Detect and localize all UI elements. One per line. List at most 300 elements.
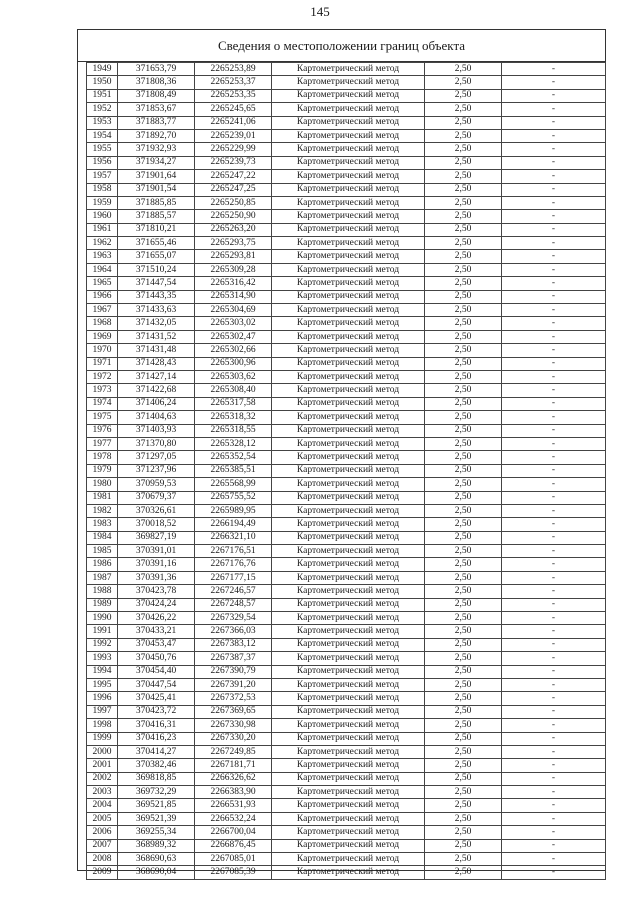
x-coordinate-cell: 371443,35 — [118, 290, 195, 303]
point-number-cell: 2006 — [87, 826, 118, 839]
accuracy-cell: 2,50 — [425, 116, 502, 129]
x-coordinate-cell: 371428,43 — [118, 357, 195, 370]
note-cell: - — [502, 250, 606, 263]
accuracy-cell: 2,50 — [425, 745, 502, 758]
table-row — [87, 89, 606, 102]
y-coordinate-cell: 2265293,81 — [195, 250, 272, 263]
accuracy-cell: 2,50 — [425, 853, 502, 866]
y-coordinate-cell: 2267246,57 — [195, 585, 272, 598]
accuracy-cell: 2,50 — [425, 237, 502, 250]
note-cell: - — [502, 745, 606, 758]
y-coordinate-cell: 2265304,69 — [195, 304, 272, 317]
note-cell: - — [502, 652, 606, 665]
method-cell: Картометрический метод — [272, 437, 425, 450]
y-coordinate-cell: 2265247,22 — [195, 170, 272, 183]
point-number-cell: 1965 — [87, 277, 118, 290]
method-cell: Картометрический метод — [272, 170, 425, 183]
table-row — [87, 437, 606, 450]
point-number-cell: 1978 — [87, 451, 118, 464]
note-cell: - — [502, 759, 606, 772]
accuracy-cell: 2,50 — [425, 263, 502, 276]
note-cell: - — [502, 116, 606, 129]
note-cell: - — [502, 612, 606, 625]
x-coordinate-cell: 370679,37 — [118, 491, 195, 504]
method-cell: Картометрический метод — [272, 237, 425, 250]
x-coordinate-cell: 369521,85 — [118, 799, 195, 812]
table-row — [87, 826, 606, 839]
point-number-cell: 2002 — [87, 772, 118, 785]
point-number-cell: 1955 — [87, 143, 118, 156]
point-number-cell: 1966 — [87, 290, 118, 303]
table-row — [87, 504, 606, 517]
method-cell: Картометрический метод — [272, 304, 425, 317]
y-coordinate-cell: 2265316,42 — [195, 277, 272, 290]
point-number-cell: 1980 — [87, 478, 118, 491]
y-coordinate-cell: 2267176,51 — [195, 545, 272, 558]
accuracy-cell: 2,50 — [425, 250, 502, 263]
note-cell: - — [502, 384, 606, 397]
x-coordinate-cell: 371932,93 — [118, 143, 195, 156]
accuracy-cell: 2,50 — [425, 866, 502, 879]
point-number-cell: 1986 — [87, 558, 118, 571]
point-number-cell: 1981 — [87, 491, 118, 504]
table-row — [87, 397, 606, 410]
accuracy-cell: 2,50 — [425, 799, 502, 812]
y-coordinate-cell: 2267383,12 — [195, 638, 272, 651]
y-coordinate-cell: 2267085,39 — [195, 866, 272, 879]
point-number-cell: 1959 — [87, 196, 118, 209]
coordinates-table-body — [87, 63, 606, 880]
table-row — [87, 63, 606, 76]
accuracy-cell: 2,50 — [425, 598, 502, 611]
x-coordinate-cell: 369521,39 — [118, 812, 195, 825]
note-cell: - — [502, 598, 606, 611]
method-cell: Картометрический метод — [272, 705, 425, 718]
table-row — [87, 344, 606, 357]
note-cell: - — [502, 129, 606, 142]
table-row — [87, 411, 606, 424]
x-coordinate-cell: 371853,67 — [118, 103, 195, 116]
accuracy-cell: 2,50 — [425, 545, 502, 558]
note-cell: - — [502, 585, 606, 598]
table-row — [87, 491, 606, 504]
point-number-cell: 1991 — [87, 625, 118, 638]
y-coordinate-cell: 2265253,37 — [195, 76, 272, 89]
table-row — [87, 745, 606, 758]
x-coordinate-cell: 371892,70 — [118, 129, 195, 142]
x-coordinate-cell: 370326,61 — [118, 504, 195, 517]
accuracy-cell: 2,50 — [425, 451, 502, 464]
point-number-cell: 1953 — [87, 116, 118, 129]
accuracy-cell: 2,50 — [425, 344, 502, 357]
accuracy-cell: 2,50 — [425, 772, 502, 785]
method-cell: Картометрический метод — [272, 866, 425, 879]
accuracy-cell: 2,50 — [425, 437, 502, 450]
note-cell: - — [502, 866, 606, 879]
y-coordinate-cell: 2265314,90 — [195, 290, 272, 303]
y-coordinate-cell: 2265247,25 — [195, 183, 272, 196]
method-cell: Картометрический метод — [272, 451, 425, 464]
method-cell: Картометрический метод — [272, 585, 425, 598]
method-cell: Картометрический метод — [272, 250, 425, 263]
point-number-cell: 2008 — [87, 853, 118, 866]
table-row — [87, 732, 606, 745]
note-cell: - — [502, 397, 606, 410]
method-cell: Картометрический метод — [272, 103, 425, 116]
accuracy-cell: 2,50 — [425, 732, 502, 745]
method-cell: Картометрический метод — [272, 853, 425, 866]
y-coordinate-cell: 2267181,71 — [195, 759, 272, 772]
x-coordinate-cell: 370391,16 — [118, 558, 195, 571]
y-coordinate-cell: 2265229,99 — [195, 143, 272, 156]
y-coordinate-cell: 2265303,02 — [195, 317, 272, 330]
table-row — [87, 290, 606, 303]
x-coordinate-cell: 371510,24 — [118, 263, 195, 276]
table-row — [87, 799, 606, 812]
table-row — [87, 571, 606, 584]
note-cell: - — [502, 357, 606, 370]
accuracy-cell: 2,50 — [425, 143, 502, 156]
accuracy-cell: 2,50 — [425, 183, 502, 196]
x-coordinate-cell: 371237,96 — [118, 464, 195, 477]
y-coordinate-cell: 2265253,35 — [195, 89, 272, 102]
x-coordinate-cell: 371403,93 — [118, 424, 195, 437]
accuracy-cell: 2,50 — [425, 411, 502, 424]
point-number-cell: 1977 — [87, 437, 118, 450]
note-cell: - — [502, 545, 606, 558]
y-coordinate-cell: 2266194,49 — [195, 518, 272, 531]
x-coordinate-cell: 371431,48 — [118, 344, 195, 357]
accuracy-cell: 2,50 — [425, 223, 502, 236]
accuracy-cell: 2,50 — [425, 759, 502, 772]
table-row — [87, 518, 606, 531]
y-coordinate-cell: 2267372,53 — [195, 692, 272, 705]
accuracy-cell: 2,50 — [425, 665, 502, 678]
method-cell: Картометрический метод — [272, 290, 425, 303]
accuracy-cell: 2,50 — [425, 518, 502, 531]
note-cell: - — [502, 504, 606, 517]
x-coordinate-cell: 371432,05 — [118, 317, 195, 330]
note-cell: - — [502, 799, 606, 812]
table-row — [87, 237, 606, 250]
method-cell: Картометрический метод — [272, 745, 425, 758]
table-row — [87, 853, 606, 866]
point-number-cell: 1957 — [87, 170, 118, 183]
note-cell: - — [502, 786, 606, 799]
point-number-cell: 1974 — [87, 397, 118, 410]
y-coordinate-cell: 2265302,47 — [195, 330, 272, 343]
point-number-cell: 1998 — [87, 719, 118, 732]
y-coordinate-cell: 2267366,03 — [195, 625, 272, 638]
method-cell: Картометрический метод — [272, 384, 425, 397]
y-coordinate-cell: 2267330,98 — [195, 719, 272, 732]
table-row — [87, 143, 606, 156]
x-coordinate-cell: 371427,14 — [118, 370, 195, 383]
note-cell: - — [502, 196, 606, 209]
x-coordinate-cell: 371653,79 — [118, 63, 195, 76]
note-cell: - — [502, 571, 606, 584]
y-coordinate-cell: 2265241,06 — [195, 116, 272, 129]
note-cell: - — [502, 437, 606, 450]
point-number-cell: 1976 — [87, 424, 118, 437]
table-row — [87, 839, 606, 852]
note-cell: - — [502, 839, 606, 852]
document-frame — [77, 29, 606, 878]
x-coordinate-cell: 368989,32 — [118, 839, 195, 852]
method-cell: Картометрический метод — [272, 545, 425, 558]
note-cell: - — [502, 625, 606, 638]
point-number-cell: 1960 — [87, 210, 118, 223]
table-row — [87, 866, 606, 879]
y-coordinate-cell: 2267390,79 — [195, 665, 272, 678]
y-coordinate-cell: 2267176,76 — [195, 558, 272, 571]
y-coordinate-cell: 2265263,20 — [195, 223, 272, 236]
point-number-cell: 1995 — [87, 678, 118, 691]
point-number-cell: 1971 — [87, 357, 118, 370]
note-cell: - — [502, 290, 606, 303]
y-coordinate-cell: 2266700,04 — [195, 826, 272, 839]
table-row — [87, 357, 606, 370]
accuracy-cell: 2,50 — [425, 625, 502, 638]
point-number-cell: 1950 — [87, 76, 118, 89]
y-coordinate-cell: 2265293,75 — [195, 237, 272, 250]
method-cell: Картометрический метод — [272, 638, 425, 651]
accuracy-cell: 2,50 — [425, 786, 502, 799]
method-cell: Картометрический метод — [272, 772, 425, 785]
y-coordinate-cell: 2265300,96 — [195, 357, 272, 370]
note-cell: - — [502, 451, 606, 464]
method-cell: Картометрический метод — [272, 719, 425, 732]
table-row — [87, 558, 606, 571]
page-number: 145 — [310, 4, 330, 19]
method-cell: Картометрический метод — [272, 397, 425, 410]
y-coordinate-cell: 2265250,85 — [195, 196, 272, 209]
accuracy-cell: 2,50 — [425, 839, 502, 852]
point-number-cell: 2003 — [87, 786, 118, 799]
x-coordinate-cell: 370453,47 — [118, 638, 195, 651]
point-number-cell: 1993 — [87, 652, 118, 665]
x-coordinate-cell: 370391,36 — [118, 571, 195, 584]
x-coordinate-cell: 370018,52 — [118, 518, 195, 531]
accuracy-cell: 2,50 — [425, 571, 502, 584]
x-coordinate-cell: 369818,85 — [118, 772, 195, 785]
method-cell: Картометрический метод — [272, 665, 425, 678]
point-number-cell: 2000 — [87, 745, 118, 758]
point-number-cell: 1979 — [87, 464, 118, 477]
note-cell: - — [502, 812, 606, 825]
method-cell: Картометрический метод — [272, 210, 425, 223]
note-cell: - — [502, 183, 606, 196]
y-coordinate-cell: 2266383,90 — [195, 786, 272, 799]
point-number-cell: 1968 — [87, 317, 118, 330]
accuracy-cell: 2,50 — [425, 719, 502, 732]
table-row — [87, 424, 606, 437]
accuracy-cell: 2,50 — [425, 317, 502, 330]
method-cell: Картометрический метод — [272, 330, 425, 343]
accuracy-cell: 2,50 — [425, 504, 502, 517]
table-row — [87, 76, 606, 89]
note-cell: - — [502, 478, 606, 491]
method-cell: Картометрический метод — [272, 478, 425, 491]
point-number-cell: 1982 — [87, 504, 118, 517]
table-row — [87, 585, 606, 598]
x-coordinate-cell: 370423,78 — [118, 585, 195, 598]
table-row — [87, 330, 606, 343]
x-coordinate-cell: 371885,85 — [118, 196, 195, 209]
x-coordinate-cell: 371447,54 — [118, 277, 195, 290]
table-row — [87, 598, 606, 611]
x-coordinate-cell: 370959,53 — [118, 478, 195, 491]
note-cell: - — [502, 705, 606, 718]
point-number-cell: 1963 — [87, 250, 118, 263]
accuracy-cell: 2,50 — [425, 826, 502, 839]
accuracy-cell: 2,50 — [425, 424, 502, 437]
point-number-cell: 1996 — [87, 692, 118, 705]
x-coordinate-cell: 368690,04 — [118, 866, 195, 879]
point-number-cell: 1988 — [87, 585, 118, 598]
note-cell: - — [502, 772, 606, 785]
x-coordinate-cell: 370382,46 — [118, 759, 195, 772]
method-cell: Картометрический метод — [272, 531, 425, 544]
x-coordinate-cell: 371901,64 — [118, 170, 195, 183]
point-number-cell: 2009 — [87, 866, 118, 879]
table-row — [87, 129, 606, 142]
x-coordinate-cell: 370423,72 — [118, 705, 195, 718]
y-coordinate-cell: 2265755,52 — [195, 491, 272, 504]
table-row — [87, 196, 606, 209]
method-cell: Картометрический метод — [272, 370, 425, 383]
x-coordinate-cell: 370414,27 — [118, 745, 195, 758]
method-cell: Картометрический метод — [272, 183, 425, 196]
y-coordinate-cell: 2265328,12 — [195, 437, 272, 450]
y-coordinate-cell: 2267248,57 — [195, 598, 272, 611]
accuracy-cell: 2,50 — [425, 156, 502, 169]
note-cell: - — [502, 531, 606, 544]
x-coordinate-cell: 371370,80 — [118, 437, 195, 450]
x-coordinate-cell: 370425,41 — [118, 692, 195, 705]
accuracy-cell: 2,50 — [425, 705, 502, 718]
y-coordinate-cell: 2265308,40 — [195, 384, 272, 397]
accuracy-cell: 2,50 — [425, 491, 502, 504]
point-number-cell: 1949 — [87, 63, 118, 76]
table-row — [87, 786, 606, 799]
table-row — [87, 116, 606, 129]
y-coordinate-cell: 2267369,65 — [195, 705, 272, 718]
x-coordinate-cell: 371901,54 — [118, 183, 195, 196]
table-row — [87, 625, 606, 638]
accuracy-cell: 2,50 — [425, 384, 502, 397]
table-row — [87, 531, 606, 544]
accuracy-cell: 2,50 — [425, 76, 502, 89]
point-number-cell: 1994 — [87, 665, 118, 678]
coordinates-table — [86, 62, 606, 880]
note-cell: - — [502, 170, 606, 183]
method-cell: Картометрический метод — [272, 678, 425, 691]
method-cell: Картометрический метод — [272, 76, 425, 89]
note-cell: - — [502, 304, 606, 317]
note-cell: - — [502, 156, 606, 169]
note-cell: - — [502, 210, 606, 223]
y-coordinate-cell: 2266321,10 — [195, 531, 272, 544]
point-number-cell: 1967 — [87, 304, 118, 317]
point-number-cell: 1956 — [87, 156, 118, 169]
table-row — [87, 638, 606, 651]
table-row — [87, 223, 606, 236]
accuracy-cell: 2,50 — [425, 304, 502, 317]
accuracy-cell: 2,50 — [425, 210, 502, 223]
y-coordinate-cell: 2265309,28 — [195, 263, 272, 276]
x-coordinate-cell: 370426,22 — [118, 612, 195, 625]
x-coordinate-cell: 371297,05 — [118, 451, 195, 464]
note-cell: - — [502, 330, 606, 343]
note-cell: - — [502, 317, 606, 330]
x-coordinate-cell: 370424,24 — [118, 598, 195, 611]
point-number-cell: 1958 — [87, 183, 118, 196]
note-cell: - — [502, 411, 606, 424]
x-coordinate-cell: 370416,31 — [118, 719, 195, 732]
note-cell: - — [502, 89, 606, 102]
accuracy-cell: 2,50 — [425, 357, 502, 370]
table-row — [87, 478, 606, 491]
table-row — [87, 719, 606, 732]
point-number-cell: 2007 — [87, 839, 118, 852]
note-cell: - — [502, 665, 606, 678]
x-coordinate-cell: 371655,07 — [118, 250, 195, 263]
x-coordinate-cell: 369827,19 — [118, 531, 195, 544]
x-coordinate-cell: 370450,76 — [118, 652, 195, 665]
point-number-cell: 1987 — [87, 571, 118, 584]
table-row — [87, 250, 606, 263]
method-cell: Картометрический метод — [272, 143, 425, 156]
accuracy-cell: 2,50 — [425, 678, 502, 691]
y-coordinate-cell: 2265303,62 — [195, 370, 272, 383]
y-coordinate-cell: 2267387,37 — [195, 652, 272, 665]
table-row — [87, 103, 606, 116]
point-number-cell: 2001 — [87, 759, 118, 772]
point-number-cell: 1990 — [87, 612, 118, 625]
x-coordinate-cell: 371808,36 — [118, 76, 195, 89]
y-coordinate-cell: 2265250,90 — [195, 210, 272, 223]
note-cell: - — [502, 678, 606, 691]
point-number-cell: 1975 — [87, 411, 118, 424]
x-coordinate-cell: 371808,49 — [118, 89, 195, 102]
y-coordinate-cell: 2267330,20 — [195, 732, 272, 745]
note-cell: - — [502, 424, 606, 437]
method-cell: Картометрический метод — [272, 612, 425, 625]
method-cell: Картометрический метод — [272, 518, 425, 531]
accuracy-cell: 2,50 — [425, 812, 502, 825]
point-number-cell: 1997 — [87, 705, 118, 718]
point-number-cell: 1952 — [87, 103, 118, 116]
y-coordinate-cell: 2267177,15 — [195, 571, 272, 584]
y-coordinate-cell: 2265352,54 — [195, 451, 272, 464]
y-coordinate-cell: 2265239,73 — [195, 156, 272, 169]
note-cell: - — [502, 853, 606, 866]
y-coordinate-cell: 2265239,01 — [195, 129, 272, 142]
table-row — [87, 692, 606, 705]
point-number-cell: 1983 — [87, 518, 118, 531]
accuracy-cell: 2,50 — [425, 89, 502, 102]
y-coordinate-cell: 2266326,62 — [195, 772, 272, 785]
point-number-cell: 1985 — [87, 545, 118, 558]
note-cell: - — [502, 370, 606, 383]
point-number-cell: 1962 — [87, 237, 118, 250]
y-coordinate-cell: 2266531,93 — [195, 799, 272, 812]
method-cell: Картометрический метод — [272, 196, 425, 209]
method-cell: Картометрический метод — [272, 344, 425, 357]
table-row — [87, 170, 606, 183]
table-row — [87, 759, 606, 772]
